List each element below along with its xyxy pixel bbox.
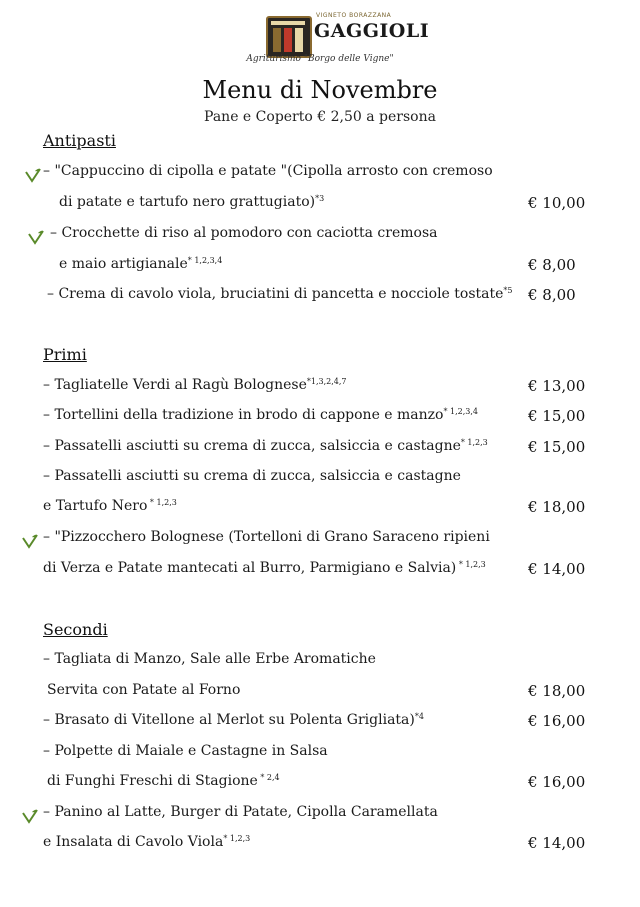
menu-item-line: e maio artigianale$^{* 1,2,3,4}$: [59, 256, 223, 272]
item-price: € 8,00: [528, 256, 576, 274]
vegetarian-icon: [21, 807, 39, 825]
item-price: € 14,00: [528, 560, 586, 578]
item-price: € 15,00: [528, 407, 586, 425]
allergen-note: * 1,2,3: [147, 498, 177, 507]
item-price: € 18,00: [528, 682, 586, 700]
allergen-note: * 2,4: [257, 773, 280, 782]
menu-item-line: – Crocchette di riso al pomodoro con caciotta cremosa: [50, 225, 438, 241]
menu-title: Menu di Novembre: [202, 76, 438, 104]
menu-item-line: – Tagliata di Manzo, Sale alle Erbe Aromatiche: [43, 651, 376, 667]
item-price: € 14,00: [528, 834, 586, 852]
menu-item-line: e Tartufo Nero $^{* 1,2,3}$: [43, 498, 177, 514]
menu-item-line: – "Pizzocchero Bolognese (Tortelloni di Grano Saraceno ripieni: [43, 529, 490, 545]
crest-icon: [266, 16, 312, 58]
item-price: € 10,00: [528, 194, 586, 212]
cover-charge: Pane e Coperto € 2,50 a persona: [204, 109, 436, 125]
menu-item-line: di Funghi Freschi di Stagione $^{* 2,4}$: [47, 773, 280, 789]
menu-item-line: – Passatelli asciutti su crema di zucca, salsiccia e castagne$^{* 1,2,3}$: [43, 438, 488, 454]
allergen-note: * 1,2,3: [456, 560, 486, 569]
menu-item-line: – Passatelli asciutti su crema di zucca, salsiccia e castagne: [43, 468, 461, 484]
logo: [0, 12, 640, 70]
brand-subtitle: Agriturismo "Borgo delle Vigne": [246, 54, 394, 64]
allergen-note: * 1,2,3: [223, 834, 251, 843]
menu-item-line: – "Cappuccino di cipolla e patate "(Cipolla arrosto con cremoso: [43, 163, 493, 179]
menu-item-line: – Panino al Latte, Burger di Patate, Cipolla Caramellata: [43, 804, 438, 820]
item-price: € 8,00: [528, 286, 576, 304]
allergen-note: *3: [315, 194, 325, 203]
item-price: € 18,00: [528, 498, 586, 516]
estate-name: VIGNETO BORAZZANA: [316, 12, 392, 19]
menu-item-line: Servita con Patate al Forno: [47, 682, 241, 698]
menu-item-line: di Verza e Patate mantecati al Burro, Parmigiano e Salvia) $^{* 1,2,3}$: [43, 560, 486, 576]
allergen-note: * 1,2,3: [460, 438, 488, 447]
allergen-note: *1,3,2,4,7: [306, 377, 347, 386]
menu-item-line: – Brasato di Vitellone al Merlot su Polenta Grigliata)$^{*4}$: [43, 712, 424, 728]
item-price: € 16,00: [528, 773, 586, 791]
menu-item-line: – Tortellini della tradizione in brodo di cappone e manzo$^{* 1,2,3,4}$: [43, 407, 479, 423]
allergen-note: * 1,2,3,4: [443, 407, 479, 416]
section-heading-antipasti: Antipasti: [43, 131, 116, 150]
menu-item-line: e Insalata di Cavolo Viola$^{* 1,2,3}$: [43, 834, 251, 850]
vegetarian-icon: [21, 532, 39, 550]
item-price: € 16,00: [528, 712, 586, 730]
section-heading-primi: Primi: [43, 345, 87, 364]
allergen-note: *4: [414, 712, 424, 721]
vegetarian-icon: [24, 166, 42, 184]
item-price: € 13,00: [528, 377, 586, 395]
menu-item-line: di patate e tartufo nero grattugiato)$^{*3}$: [59, 194, 325, 210]
brand-name: GAGGIOLI: [314, 20, 430, 42]
section-heading-secondi: Secondi: [43, 620, 108, 639]
menu-item-line: – Polpette di Maiale e Castagne in Salsa: [43, 743, 328, 759]
item-price: € 15,00: [528, 438, 586, 456]
menu-item-line: – Tagliatelle Verdi al Ragù Bolognese$^{*1,3,2,4,7}$: [43, 377, 347, 393]
menu-item-line: – Crema di cavolo viola, bruciatini di pancetta e nocciole tostate$^{*5}$: [47, 286, 513, 302]
allergen-note: * 1,2,3,4: [187, 256, 223, 265]
allergen-note: *5: [503, 286, 513, 295]
vegetarian-icon: [27, 228, 45, 246]
